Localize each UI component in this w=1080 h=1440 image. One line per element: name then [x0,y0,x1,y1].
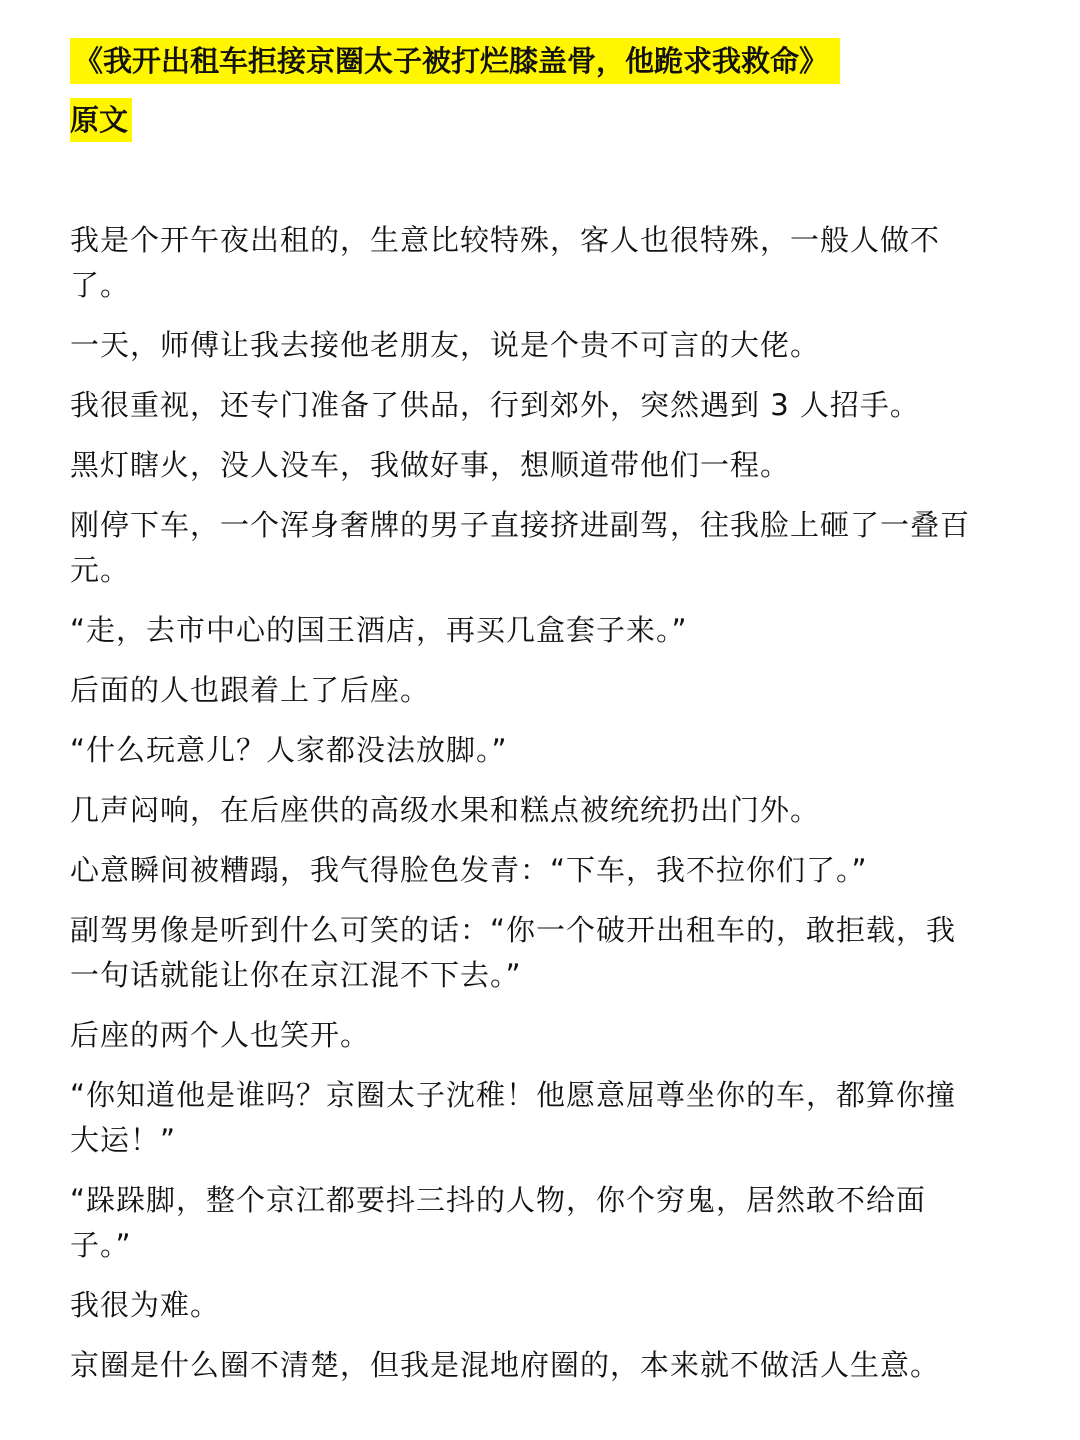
paragraph: 京圈是什么圈不清楚，但我是混地府圈的，本来就不做活人生意。 [70,1348,941,1382]
paragraph: 刚停下车，一个浑身奢牌的男子直接挤进副驾，往我脸上砸了一叠百元。 [70,508,971,587]
paragraph: “走，去市中心的国王酒店，再买几盒套子来。” [70,613,688,647]
paragraph: 我很为难。 [70,1288,221,1322]
paragraph: “跺跺脚，整个京江都要抖三抖的人物，你个穷鬼，居然敢不给面子。” [70,1183,927,1262]
paragraph: 几声闷响，在后座供的高级水果和糕点被统统扔出门外。 [70,793,821,827]
paragraph: 后面的人也跟着上了后座。 [70,673,431,707]
document-title: 《我开出租车拒接京圈太子被打烂膝盖骨，他跪求我救命》 [70,38,840,84]
paragraph: 黑灯瞎火，没人没车，我做好事，想顺道带他们一程。 [70,448,791,482]
paragraph: 心意瞬间被糟蹋，我气得脸色发青：“下车，我不拉你们了。” [70,853,868,887]
document-body [70,218,970,1403]
paragraph: 我是个开午夜出租的，生意比较特殊，客人也很特殊，一般人做不了。 [70,223,941,302]
paragraph: 后座的两个人也笑开。 [70,1018,371,1052]
paragraph: 我很重视，还专门准备了供品，行到郊外，突然遇到 3 人招手。 [70,388,920,422]
paragraph: 副驾男像是听到什么可笑的话：“你一个破开出租车的，敢拒载，我一句话就能让你在京江混不下去。” [70,913,957,992]
paragraph: 一天，师傅让我去接他老朋友，说是个贵不可言的大佬。 [70,328,821,362]
document-subtitle: 原文 [70,98,132,142]
paragraph: “什么玩意儿？人家都没法放脚。” [70,733,508,767]
paragraph: “你知道他是谁吗？京圈太子沈稚！他愿意屈尊坐你的车，都算你撞大运！” [70,1078,957,1157]
